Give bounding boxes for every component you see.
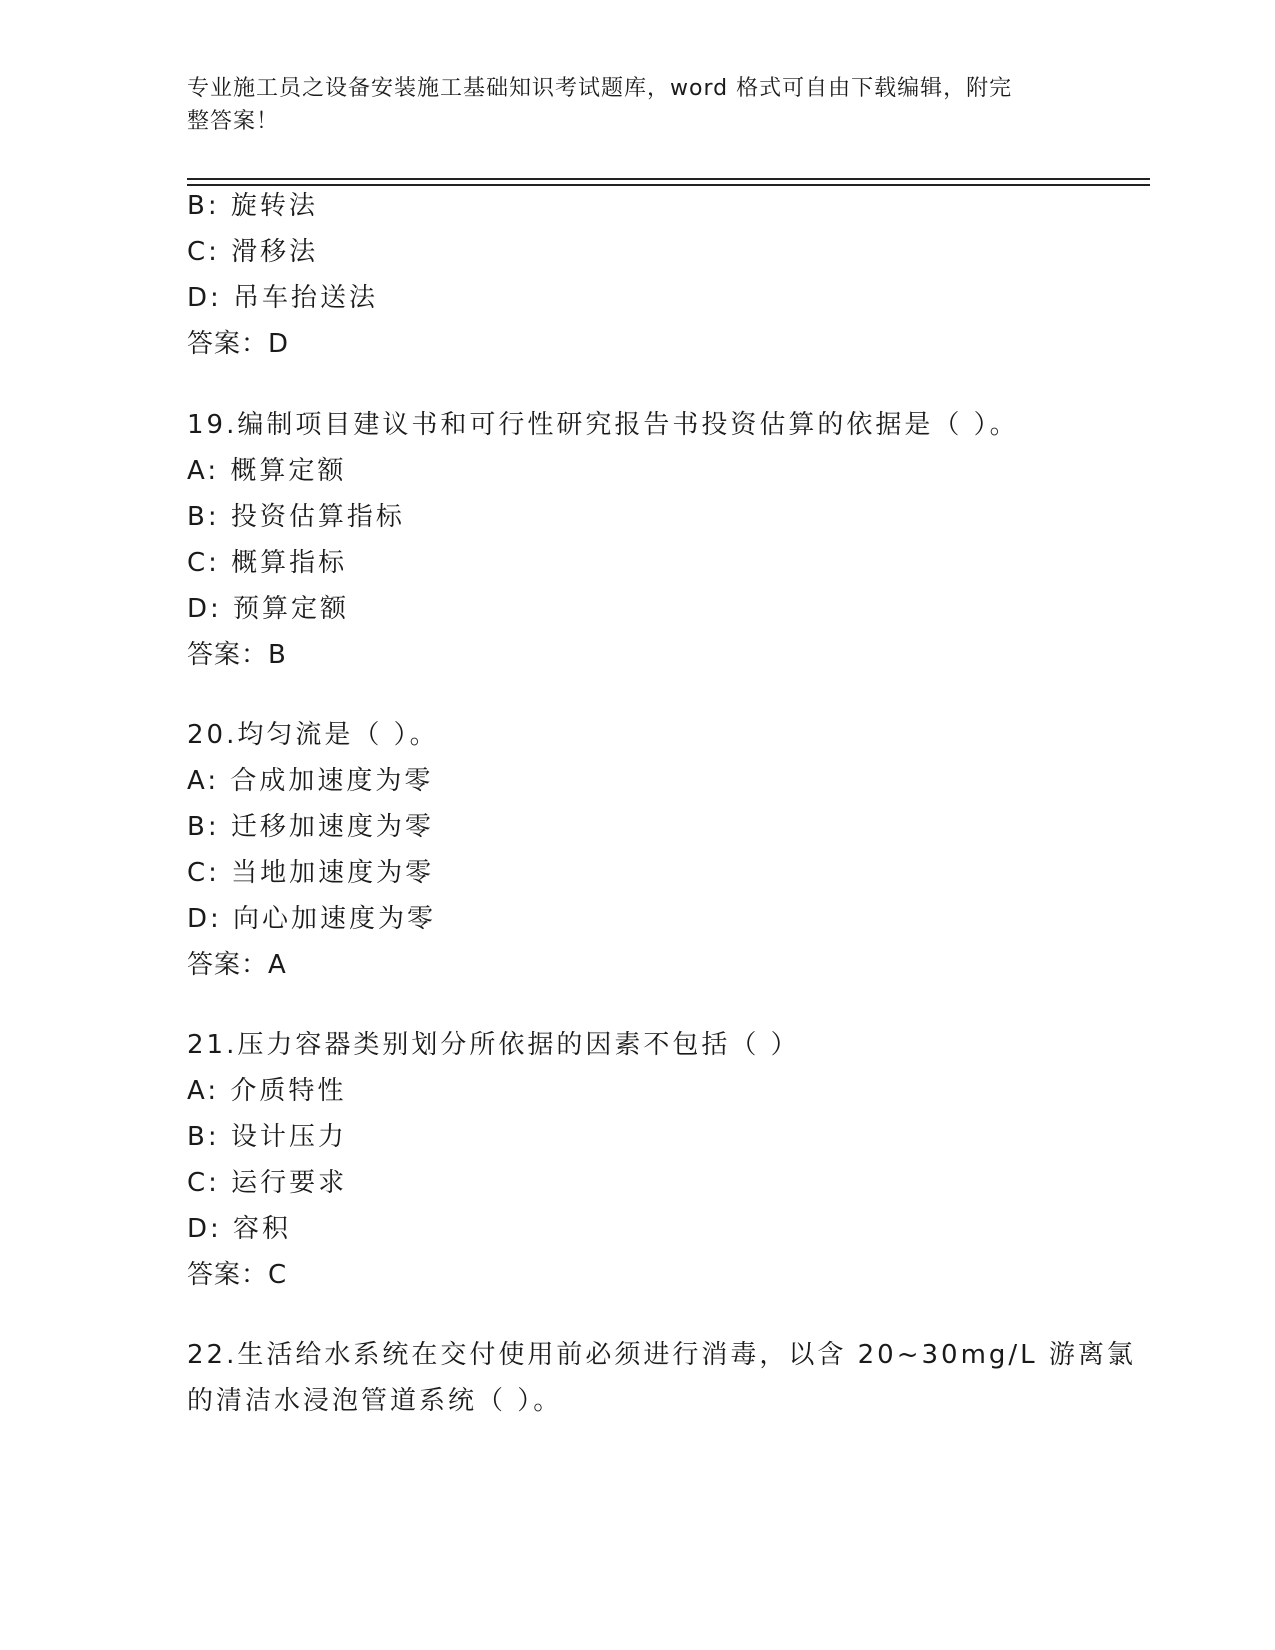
option-a: A: 概算定额 — [187, 456, 347, 486]
question-text-line-2: 的清洁水浸泡管道系统（ ）。 — [187, 1386, 563, 1416]
option-d: D: 预算定额 — [187, 594, 350, 624]
option-d: D: 吊车抬送法 — [187, 283, 379, 313]
question-19 — [187, 402, 1087, 678]
option-b: B: 迁移加速度为零 — [187, 812, 434, 842]
header-divider-top — [187, 178, 1150, 180]
option-c: C: 当地加速度为零 — [187, 858, 435, 888]
header-line-2: 整答案！ — [187, 109, 280, 134]
question-22 — [187, 1332, 1136, 1424]
answer: 答案：D — [187, 329, 290, 359]
option-d: D: 容积 — [187, 1214, 292, 1244]
question-text: 20.均匀流是（ ）。 — [187, 720, 439, 750]
question-text: 19.编制项目建议书和可行性研究报告书投资估算的依据是（ ）。 — [187, 410, 1019, 440]
option-d: D: 向心加速度为零 — [187, 904, 437, 934]
question-text-line-1: 22.生活给水系统在交付使用前必须进行消毒，以含 20~30mg/L 游离氯 — [187, 1340, 1136, 1370]
option-a: A: 合成加速度为零 — [187, 766, 434, 796]
option-c: C: 滑移法 — [187, 237, 319, 267]
option-b: B: 旋转法 — [187, 191, 318, 221]
document-header — [187, 72, 1067, 138]
question-20 — [187, 712, 1087, 988]
option-c: C: 概算指标 — [187, 548, 348, 578]
question-text: 21.压力容器类别划分所依据的因素不包括（ ） — [187, 1030, 800, 1060]
header-line-1: 专业施工员之设备安装施工基础知识考试题库，word 格式可自由下载编辑，附完 — [187, 76, 1013, 101]
option-b: B: 设计压力 — [187, 1122, 347, 1152]
option-c: C: 运行要求 — [187, 1168, 348, 1198]
answer: 答案：B — [187, 640, 287, 670]
answer: 答案：A — [187, 950, 287, 980]
question-21 — [187, 1022, 1087, 1298]
option-a: A: 介质特性 — [187, 1076, 347, 1106]
question-18-tail — [187, 183, 1087, 367]
option-b: B: 投资估算指标 — [187, 502, 405, 532]
answer: 答案：C — [187, 1260, 288, 1290]
